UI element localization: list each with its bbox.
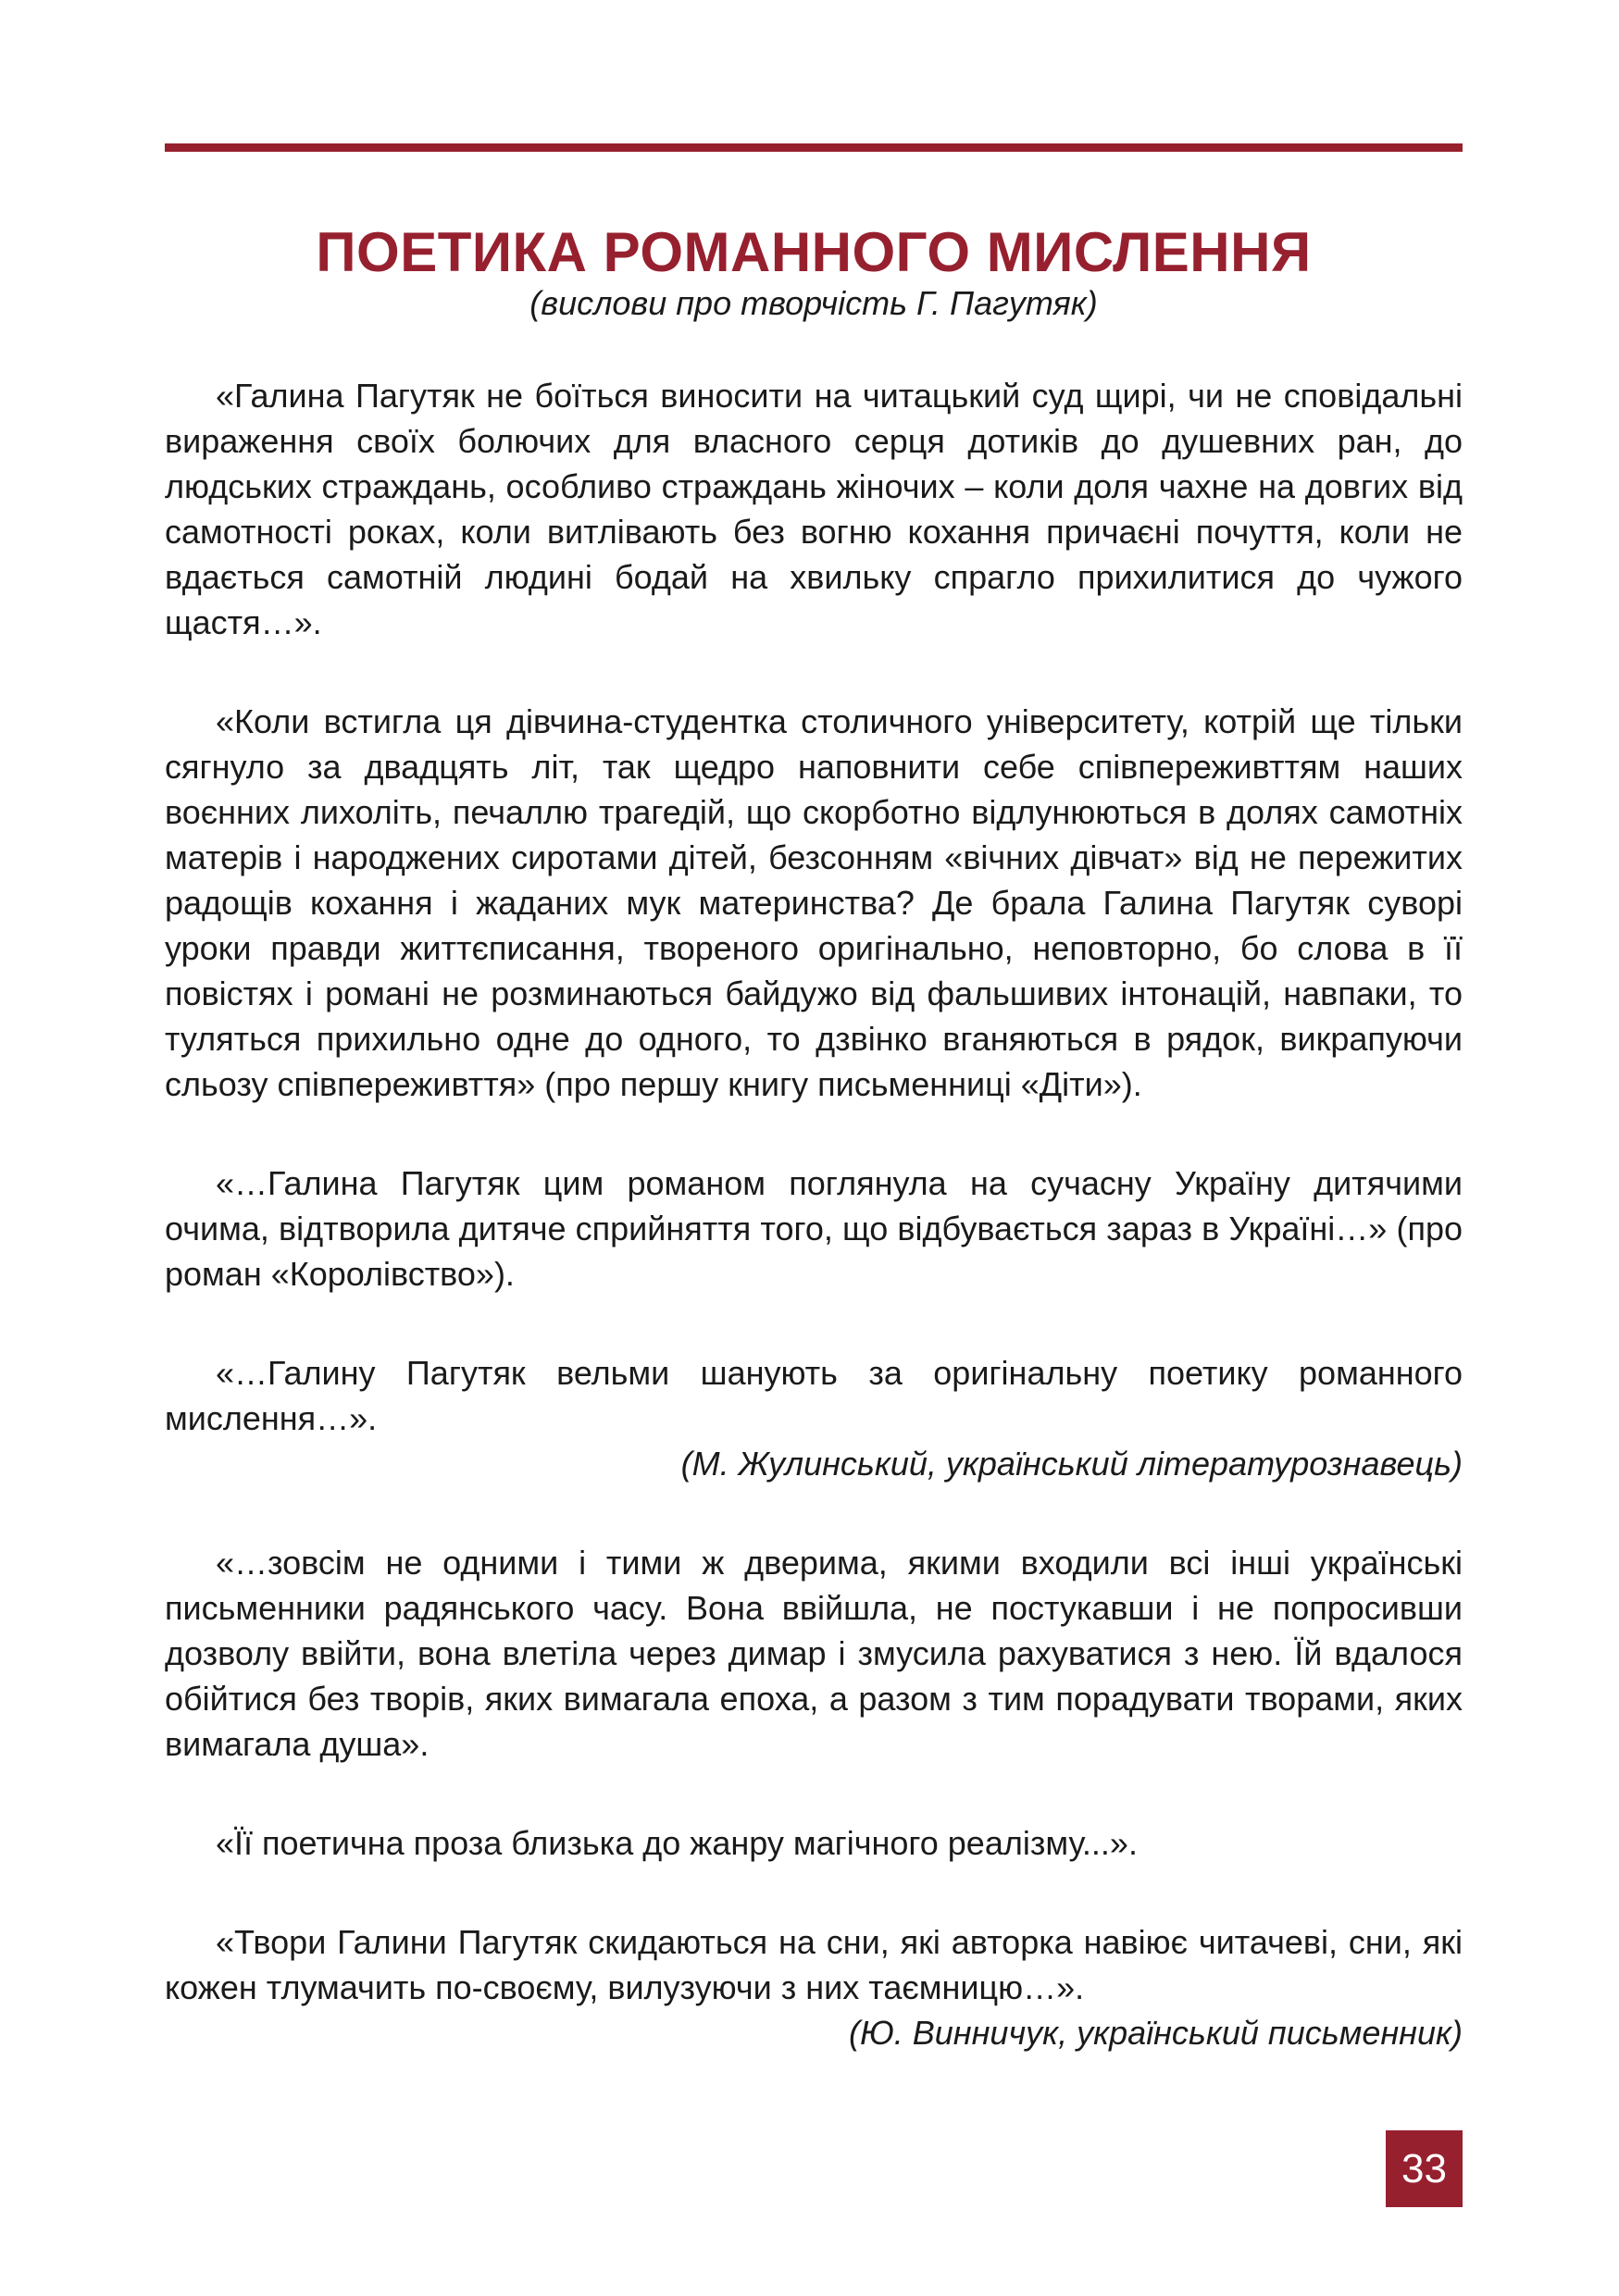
quote-paragraph: «Коли встигла ця дівчина-студентка столичного університету, котрій ще тільки сягнуло за двадцять літ, так щедро наповнити себе співпереживттям наших воєнних лихоліть, печаллю трагедій, що скорботно відлунюються в долях самотніх матерів і народжених сиротами дітей, безсонням «вічних дівчат» від не пережитих радощів кохання і жаданих мук материнства? Де брала Галина Пагутяк суворі уроки правди життєписання, твореного оригінально, неповторно, бо слова в її повістях і романі не розминаються байдужо від фальшивих інтонацій, навпаки, то туляться прихильно одне до одного, то дзвінко вганяються в рядок, викрапуючи сльозу співпереживття» (про першу книгу письменниці «Діти»). bbox=[165, 702, 1463, 1103]
top-rule bbox=[165, 143, 1463, 152]
quote-paragraph: «…Галина Пагутяк цим романом поглянула на сучасну Україну дитячими очима, відтворила дитяче сприйняття того, що відбувається зараз в Україні…» (про роман «Королівство»). bbox=[165, 1164, 1463, 1293]
quote-paragraph: «…зовсім не одними і тими ж дверима, якими входили всі інші українські письменники радянського часу. Вона ввійшла, не постукавши і не попросивши дозволу ввійти, вона влетіла через димар і змусила рахуватися з нею. Їй вдалося обійтися без творів, яких вимагала епоха, а разом з тим порадувати творами, яких вимагала душа». bbox=[165, 1544, 1463, 1763]
quote-paragraph: «Її поетична проза близька до жанру магічного реалізму...». bbox=[216, 1824, 1138, 1862]
page-number: 33 bbox=[1386, 2130, 1463, 2207]
page-title: ПОЕТИКА РОМАННОГО МИСЛЕННЯ bbox=[316, 221, 1312, 283]
quote-paragraph: «…Галину Пагутяк вельми шанують за оригінальну поетику романного мислення…». bbox=[165, 1354, 1463, 1437]
quote-paragraph: «Галина Пагутяк не боїться виносити на читацький суд щирі, чи не сповідальні вираження своїх болючих для власного серця дотиків до душевних ран, до людських страждань, особливо страждань жіночих – коли доля чахне на довгих від самотності роках, коли витлівають без вогню кохання причаєні почуття, коли не вдається самотній людині бодай на хвильку спрагло прихилитися до чужого щастя…». bbox=[165, 377, 1463, 641]
attribution: (М. Жулинський, український літературознавець) bbox=[680, 1445, 1463, 1483]
quotes-body bbox=[165, 373, 1463, 2055]
page-subtitle: (вислови про творчість Г. Пагутяк) bbox=[529, 284, 1098, 322]
attribution: (Ю. Винничук, український письменник) bbox=[848, 2014, 1463, 2052]
quote-paragraph: «Твори Галини Пагутяк скидаються на сни, які авторка навіює читачеві, сни, які кожен тлумачить по-своєму, вилузуючи з них таємницю…». bbox=[165, 1923, 1463, 2006]
